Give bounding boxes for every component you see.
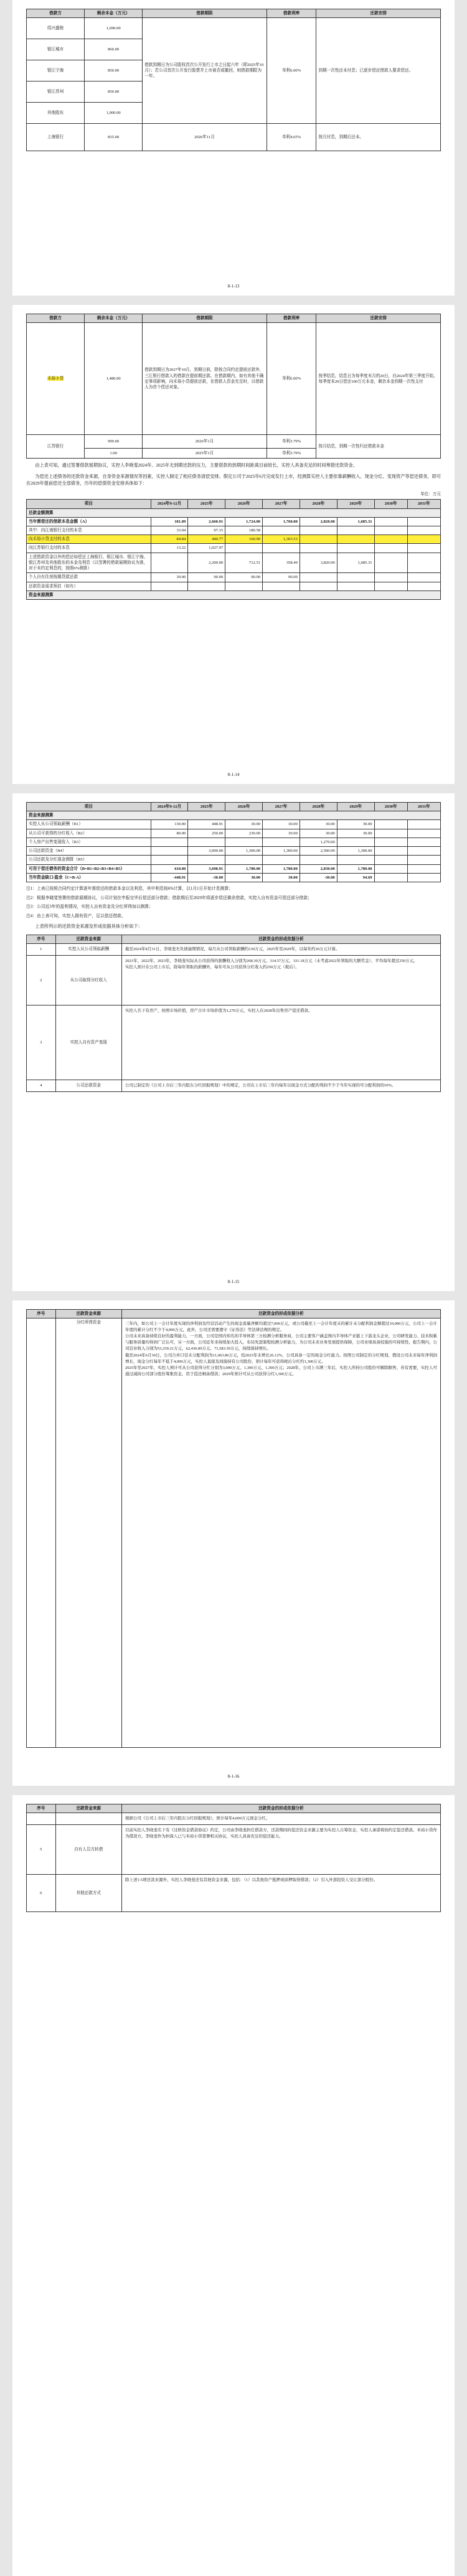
- page-number: 8-1-13: [227, 283, 240, 289]
- page-number: 8-1-14: [227, 772, 240, 777]
- table-row: 个人房产出售变现收入（B3） 1,270.00: [27, 838, 441, 846]
- source-analysis-table: 序号 还款资金来源 还款资金的形成依据分析 1 实控人从公司领取薪酬 截至2024年8月31日，李晓斐无负债逾期情况，每月从公司领取薪酬约130万元，2025年至2029年，以每年约30万元计算。 2 从公司取得分红收入 2021年、2022年、2023年，李晓斐实际从公司获得的薪酬收入分别为268.30万元、314.57万元、331.18万元（未考虑2022年领取的大额奖金），平均每年超过250万元。 实控人预计在公司上市后，除每年领取的薪酬外，每年可从公司获得分红收入约250万元（税后）。 3 实控人自有资产变现 实控人名下有房产，按照市场价值，房产合计市场价值为1,270万元，实控人在2028年出售房产偿还借款。 4 公司还款资金 公司已制定的《公司上市后三年内股东分红回报规划》中的规定，公司在上市后三年内每年以现金方式分配的利润不少于当年实现的可分配利润的10%。: [26, 935, 441, 1092]
- table-row: 其中：向江南银行支付的本息 33.04 97.15 180.58: [27, 526, 441, 534]
- paragraph: 为偿还上述债务的还款资金来源，自身资金来源情况等因素，实控人制定了相应债务清偿安排。假定公司于2025年6月完成发行上市，经测算实控人主要依靠薪酬收入、现金分红、变现资产等偿还债务，即可在2029年提前偿还全部债务，历年的偿债资金安排具体如下：: [26, 474, 441, 487]
- note: 注3：公司近3年的盈利情况，实控人自有资金及分红所得加以测算；: [26, 905, 153, 910]
- col-header: 还款安排: [316, 9, 441, 18]
- document-page-1: [12, 0, 455, 296]
- paragraph: 上表所列示的还款资金来源及形成依据具体分析如下：: [35, 924, 143, 930]
- notes: [26, 886, 441, 920]
- table-row: 3 实控人自有资产变现 实控人名下有房产，按照市场价值，房产合计市场价值为1,270万元，实控人在2028年出售房产偿还借款。: [27, 1005, 441, 1080]
- funding-table: 项目 2024年9-12月 2025年 2026年 2027年 2028年 2029年 2030年 2031年 资金来源测算 实控人从公司领取薪酬（B1） 130.00 448.91 30.00 30.00 30.00 30.00 从公司可获得的分红收入（B2） 80.00 250.00 230.00 30.00 30.00 30.00 个人房产出售变现收入（B3） 1,270.00 公司还款资金（B4） 3,000.00 1,300.00 1,300.00 2,500.00 1,300.00 公司还款及分红现金测算（B5） 可用于偿还债务的资金合计（B=B1+B2+B3+B4+B5） 610.00 3,698.91 1,780.00 1,780.00 2,830.00 1,780.00 当年资金缺口/盈余（C=B-A） -448.91 -30.00 30.00 30.00 -30.00 94.69: [26, 802, 441, 882]
- col-header: 借款利率: [267, 9, 316, 18]
- paragraph: 由上表可知，通过签署借款展期协议，实控人李晓斐2024年、2025年无到期还款的压力，主要借款的到期时间距离目前较长，实控人具备充足的时间筹措还款资金。: [35, 463, 357, 469]
- table-row: 5 自有人员方转借 目前实控人李晓斐名下有《过桥资金借款协议》约定，公司由李晓斐担任借款方，还款期间的偿还资金来源主要为实控人自筹资金，实控人承诺将按约定偿还借款。禾裕小贷作为借款方，李晓斐作为担保人已与禾裕小贷签署相关协议，实控人具备充足的偿还能力。: [27, 1825, 441, 1875]
- col-header: 借款方: [27, 9, 85, 18]
- table-row: 4 公司还款资金 公司已制定的《公司上市后三年内股东分红回报规划》中的规定，公司在上市后三年内每年以现金方式分配的利润不少于当年实现的可分配利润的10%。: [27, 1080, 441, 1091]
- table-row: 当年资金缺口/盈余（C=B-A） -448.91 -30.00 30.00 30.00 -30.00 94.69: [27, 873, 441, 882]
- table-row: 公司还款资金（B4） 3,000.00 1,300.00 1,300.00 2,500.00 1,300.00: [27, 847, 441, 856]
- table-row: 银江城市 860.00: [27, 39, 441, 60]
- table-row: 2 从公司取得分红收入 2021年、2022年、2023年，李晓斐实际从公司获得的薪酬收入分别为268.30万元、314.57万元、331.18万元（未考虑2022年领取的大额奖金），平均每年超过250万元。 实控人预计在公司上市后，除每年领取的薪酬外，每年可从公司获得分红收入约250万元（税后）。: [27, 955, 441, 1005]
- table-row: 向江苏银行支付的本息 13.22 1,027.97: [27, 544, 441, 553]
- document-page-4: [12, 1300, 455, 1786]
- col-header: 借款期限: [143, 9, 267, 18]
- note: 注2：根据李晓斐签署的借款展期协议，公司计划在申报完毕后偿还部分借款；借款期后至2029年将逐步偿还剩余借款，实控人自有资金可偿还部分借款；: [26, 895, 312, 900]
- loan-table-2: 借款方 剩余本金（万元） 借款期限 借款利率 还款安排 禾裕小贷 1,480.00 借款到期日为2027年10月，到期日前，除按合同约定提前还款外，三江银行借款人的借款在提前期还款。在借款期内，如有其他不确定事项影响，向禾裕小贷提前还款，在借款人资金充足时，以借款人为首个偿还对象。 单利6.00% 按季结息，结息日为每季度末月的20日，自2024年第三季度开始，每季度末20日偿还100万元本金，剩余本金到期一次性支付 江苏银行 999.00 2026年1月 单利3.79% 按月结息，到期一次性归还借款本金 1.00 2025年1月 单利3.79%: [26, 314, 441, 459]
- page-number: 8-1-15: [227, 1279, 240, 1284]
- table-row: 分红所得资金 三年内，如公司上一会计年度实现的净利润及经营活动产生的现金流量净额均超过7,000万元，或公司截至上一会计年度末的累计未分配利润金额超过10,000万元，公司上一会计年度的累计分红不少于4,000万元，此外，公司还需要遵守《证券法》等法律法规的规定。 公司未来具备持续良好的盈利能力，一方面，公司是国内知名的半导体第三方检测分析服务商，公司主要客户涵盖国内半导体产业链上下游龙头企业，公司研发能力、技术积累与服务质量均得到广泛认可，另一方面，公司近年来持续加大投入，布局先进制程检测分析能力，为公司未来业务发展提供保障，公司业绩具备较强的可持续性，报告期内，公司营业收入分别为53,339.21万元、62,436.89万元、71,583.59万元，持续保持增长。 截至2024年6月30日，公司合并口径未分配利润为11,063.86万元，较2023年末增长26.12%，公司具备一定的现金分红能力。按照公司制定的分红规划，假设公司未来每年净利润增长，现金分红每年不低于4,000万元，实控人直接及间接持有公司股份，预计每年可获得税后分红约1,300万元。 2025年至2027年，实控人预计可从公司获得分红分别为3,000万元、1,300万元、1,300万元；2028年，公司上市满三年后，实控人所持公司股份可解除限售，若有需要，实控人可通过减持公司部分股份筹集资金，用于偿还剩余借款；2029年预计可从公司获得分红1,300万元。: [27, 1318, 441, 1748]
- document-page-3: [12, 793, 455, 1291]
- table-row: 1.00 2025年1月 单利3.79%: [27, 449, 441, 459]
- table-row: 个人自有住房按揭贷款还款 30.00 90.00 90.00 90.00: [27, 573, 441, 582]
- unit-label: 单位：万元: [420, 492, 441, 497]
- table-row: 绍兴盛骏 1,690.00 借款到期日为公司股权首次公开发行上市之日起六年（即2025年10月）；若公司首次公开发行股票并上市被否或撤回，则借款期限为一年。 单利6.00% 到期一次性还本付息；已逐步偿还借款人要求偿还。: [27, 18, 441, 39]
- table-row: 上海银行 835.00 2026年11月 单利4.65% 按月付息，到期后还本。: [27, 124, 441, 151]
- table-row: 6 其他还款方式 除上述1-5项还款来源外，实控人李晓斐还有其他资金来源，包括：（1）以其他资产抵押或质押取得借款；（2）引入外部投资人受让部分股份。: [27, 1875, 441, 1912]
- table-row: 1 实控人从公司领取薪酬 截至2024年8月31日，李晓斐无负债逾期情况，每月从公司领取薪酬约130万元，2025年至2029年，以每年约30万元计算。: [27, 943, 441, 955]
- document-page-5: [12, 1795, 455, 2576]
- table-row: 银江苏州 850.00: [27, 82, 441, 103]
- table-row: 上述借款资金以外的偿还如偿还上海银行、银江城市、银江宁海、银江苏州及其他股东的本金及利息（以签署的借款展期协议为准，对于未约定利息的，按照6%测算） 2,200.00 712.51 358.49 3,820.00 1,685.31: [27, 553, 441, 573]
- table-row: 当年需偿还的借款本息金额（A） 181.09 2,660.91 1,724.00 1,760.00 2,820.00 1,685.31: [27, 517, 441, 526]
- table-row: 可用于偿还债务的资金合计（B=B1+B2+B3+B4+B5） 610.00 3,698.91 1,780.00 1,780.00 2,830.00 1,780.00: [27, 864, 441, 873]
- table-row: 其他股东 1,000.00: [27, 103, 441, 124]
- table-row: 还款资金需求预估（如有）: [27, 582, 441, 590]
- table-row: 公司还款及分红现金测算（B5）: [27, 856, 441, 864]
- repayment-table: 项目 2024年9-12月 2025年 2026年 2027年 2028年 2029年 2030年 2031年 还款金额测算 当年需偿还的借款本息金额（A） 181.09 2,660.91 1,724.00 1,760.00 2,820.00 1,685.31 其中：向江南银行支付的本息 33.04 97.15 180.58 向禾裕小贷支付的本息 84.84 440.77 160.90 1,303.53 向江苏银行支付的本息 13.22 1,027.97 上述借款资金以外的偿还如偿还上海银行、银江城市、银江宁海、银江苏州及其他股东的本金及利息（以签署的借款展期协议为准，对于未约定利息的，按照6%测算） 2,200.00 712.51 358.49 3,820.00 1,685.31 个人自有住房按揭贷款还款 30.00 90.00 90.00 90.00 还款资金需求预估（如有） 资金来源测算: [26, 499, 441, 600]
- col-header: 剩余本金（万元）: [85, 9, 143, 18]
- page-number: 8-1-16: [227, 1773, 240, 1779]
- table-row: 向禾裕小贷支付的本息 84.84 440.77 160.90 1,303.53: [27, 535, 441, 544]
- table-row: 江苏银行 999.00 2026年1月 单利3.79% 按月结息，到期一次性归还借款本金: [27, 435, 441, 449]
- note: 注1：上表已按照合同约定计算逐年需偿还的借款本金以及利息，其中利息按6%计算，以1月1日开始计息测算；: [26, 886, 233, 891]
- document-page-2: [12, 305, 455, 784]
- table-row: 实控人从公司领取薪酬（B1） 130.00 448.91 30.00 30.00 30.00 30.00: [27, 820, 441, 829]
- source-analysis-table-cont: 序号 还款资金来源 还款资金的形成依据分析 分红所得资金 三年内，如公司上一会计年度实现的净利润及经营活动产生的现金流量净额均超过7,000万元，或公司截至上一会计年度末的累计未分配利润金额超过10,000万元，公司上一会计年度的累计分红不少于4,000万元，此外，公司还需要遵守《证券法》等法律法规的规定。 公司未来具备持续良好的盈利能力，一方面，公司是国内知名的半导体第三方检测分析服务商，公司主要客户涵盖国内半导体产业链上下游龙头企业，公司研发能力、技术积累与服务质量均得到广泛认可，另一方面，公司近年来持续加大投入，布局先进制程检测分析能力，为公司未来业务发展提供保障，公司业绩具备较强的可持续性，报告期内，公司营业收入分别为53,339.21万元、62,436.89万元、71,583.59万元，持续保持增长。 截至2024年6月30日，公司合并口径未分配利润为11,063.86万元，较2023年末增长26.12%，公司具备一定的现金分红能力。按照公司制定的分红规划，假设公司未来每年净利润增长，现金分红每年不低于4,000万元，实控人直接及间接持有公司股份，预计每年可获得税后分红约1,300万元。 2025年至2027年，实控人预计可从公司获得分红分别为3,000万元、1,300万元、1,300万元；2028年，公司上市满三年后，实控人所持公司股份可解除限售，若有需要，实控人可通过减持公司部分股份筹集资金，用于偿还剩余借款；2029年预计可从公司获得分红1,300万元。: [26, 1309, 441, 1748]
- table-row: 禾裕小贷 1,480.00 借款到期日为2027年10月，到期日前，除按合同约定提前还款外，三江银行借款人的借款在提前期还款。在借款期内，如有其他不确定事项影响，向禾裕小贷提前还款，在借款人资金充足时，以借款人为首个偿还对象。 单利6.00% 按季结息，结息日为每季度末月的20日，自2024年第三季度开始，每季度末20日偿还100万元本金，剩余本金到期一次性支付: [27, 323, 441, 435]
- table-row: 从公司可获得的分红收入（B2） 80.00 250.00 230.00 30.00 30.00 30.00: [27, 829, 441, 838]
- table-row: 银江宁海 850.00: [27, 60, 441, 82]
- loan-table-1: [26, 9, 441, 151]
- note: 注4：由上表可知，实控人拥有资产，足以偿还借款。: [26, 913, 126, 918]
- source-analysis-table-cont-2: 序号 还款资金来源 还款资金的形成依据分析 根据公司《公司上市后三年内股东分红回报规划》，预计每年4,000万元现金分红。 5 自有人员方转借 目前实控人李晓斐名下有《过桥资金借款协议》约定，公司由李晓斐担任借款方，还款期间的偿还资金来源主要为实控人自筹资金，实控人承诺将按约定偿还借款。禾裕小贷作为借款方，李晓斐作为担保人已与禾裕小贷签署相关协议，实控人具备充足的偿还能力。 6 其他还款方式 除上述1-5项还款来源外，实控人李晓斐还有其他资金来源，包括：（1）以其他资产抵押或质押取得借款；（2）引入外部投资人受让部分股份。: [26, 1804, 441, 1912]
- table-row: 根据公司《公司上市后三年内股东分红回报规划》，预计每年4,000万元现金分红。: [27, 1813, 441, 1825]
